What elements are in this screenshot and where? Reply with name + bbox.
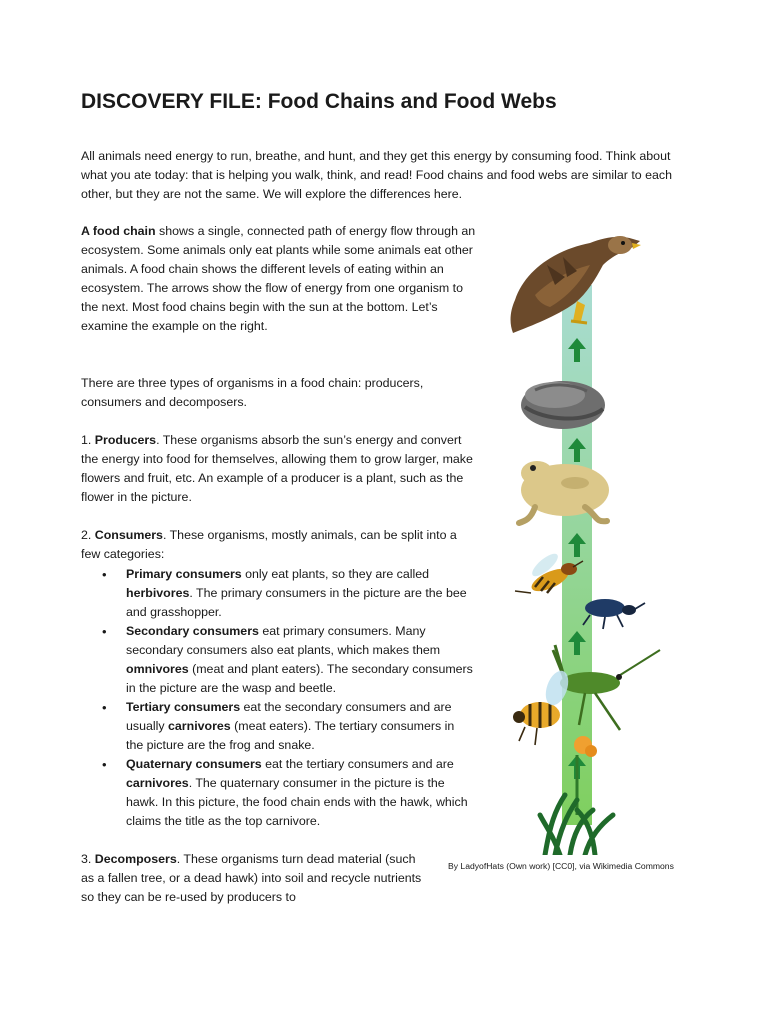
primary-text-2: . The primary consumers in the picture are the bee and grasshopper. — [126, 586, 467, 619]
frog-icon — [519, 461, 609, 523]
tertiary-consumers-term: Tertiary consumers — [126, 700, 241, 714]
quaternary-consumers-term: Quaternary consumers — [126, 757, 262, 771]
intro-paragraph: All animals need energy to run, breathe, and hunt, and they get this energy by consuming food. Think about what you ate today: that is helping you walk, think, and read! Food chains and food webs are similar to each other, but they are not the same. We will explore the differences here. — [81, 149, 672, 201]
producers-text: . These organisms absorb the sun’s energy and convert the energy into food for themselves, allowing them to grow larger, make flowers and fruit, etc. An example of a producer is a plant, such as the flower in the picture. — [81, 433, 473, 504]
organism-types-paragraph: There are three types of organisms in a food chain: producers, consumers and decomposers. — [81, 376, 424, 409]
secondary-consumers-term: Secondary consumers — [126, 624, 259, 638]
producers-term: Producers — [94, 433, 157, 447]
consumer-categories-list — [81, 565, 473, 831]
primary-text-1: only eat plants, so they are called — [241, 567, 430, 581]
consumers-number: 2. — [81, 528, 95, 542]
bullet: • — [102, 567, 107, 582]
secondary-text-2: (meat and plant eaters). The secondary consumers in the picture are the wasp and beetle. — [126, 662, 473, 695]
bullet: • — [102, 624, 107, 639]
carnivores-term: carnivores — [168, 719, 231, 733]
tertiary-text-2: (meat eaters). The tertiary consumers in the picture are the frog and snake. — [126, 719, 455, 752]
herbivores-term: herbivores — [126, 586, 190, 600]
omnivores-term: omnivores — [126, 662, 189, 676]
quaternary-text-1: eat the tertiary consumers and are — [261, 757, 454, 771]
page-title: DISCOVERY FILE: Food Chains and Food Webs — [81, 90, 557, 113]
beetle-icon — [583, 599, 645, 629]
secondary-text-1: eat primary consumers. Many secondary consumers also eat plants, which makes them — [126, 624, 441, 657]
snake-icon — [521, 381, 605, 429]
primary-consumers-term: Primary consumers — [126, 567, 242, 581]
food-chain-term: A food chain — [81, 224, 156, 238]
bullet: • — [102, 700, 107, 715]
decomposers-paragraph — [81, 850, 429, 907]
list-item-primary — [81, 565, 473, 622]
carnivores-term: carnivores — [126, 776, 189, 790]
list-item-secondary — [81, 622, 473, 698]
consumers-paragraph — [81, 526, 473, 564]
food-chain-paragraph — [81, 222, 479, 336]
list-item-quaternary — [81, 755, 473, 831]
tertiary-text-1: eat the secondary consumers and are usually — [126, 700, 452, 733]
food-chain-illustration — [495, 225, 695, 855]
decomposers-term: Decomposers — [94, 852, 177, 866]
bullet: • — [102, 757, 107, 772]
consumers-term: Consumers — [94, 528, 163, 542]
quaternary-text-2: . The quaternary consumer in the picture is the hawk. In this picture, the food chain ends with the hawk, which claims the title as the top carnivore. — [126, 776, 468, 828]
food-chain-text: shows a single, connected path of energy flow through an ecosystem. Some animals only eat plants while some animals eat other animals. A food chain shows the different levels of eating within an ecosystem. The arrows show the flow of energy from one organism to the next. Most food chains begin with the sun at the bottom. Let’s examine the example on the right. — [81, 224, 476, 333]
consumers-text: . These organisms, mostly animals, can be split into a few categories: — [81, 528, 457, 561]
producers-number: 1. — [81, 433, 95, 447]
list-item-tertiary — [81, 698, 473, 755]
decomposers-number: 3. — [81, 852, 95, 866]
producers-paragraph — [81, 431, 473, 507]
decomposers-text: . These organisms turn dead material (such as a fallen tree, or a dead hawk) into soil and recycle nutrients so they can be re-used by producers to — [81, 852, 422, 904]
hawk-icon — [511, 236, 641, 333]
image-credit: By LadyofHats (Own work) [CC0], via Wikimedia Commons — [448, 861, 674, 871]
